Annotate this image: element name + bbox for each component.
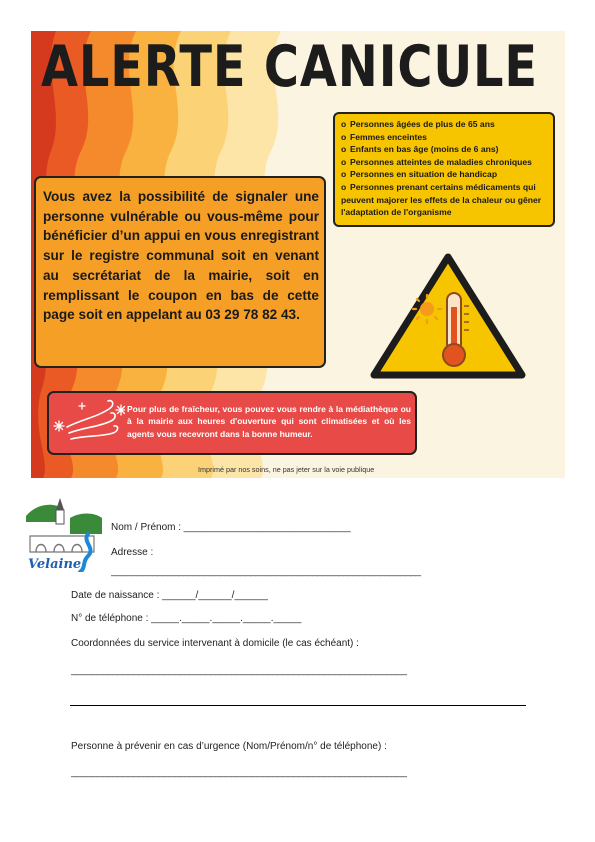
bullet: o (341, 156, 347, 167)
list-item-text: Personnes en situation de handicap (350, 169, 498, 180)
list-item-text: Personnes âgées de plus de 65 ans (350, 119, 495, 129)
list-item-text: Personnes prenant certains médicaments qui peuvent majorer les effets de la chaleur ou gêner l'adaptation de l'organisme (341, 181, 542, 218)
name-field[interactable]: Nom / Prénom : ______________________________ (111, 522, 351, 533)
list-item-text: Personnes atteintes de maladies chroniques (350, 156, 532, 167)
bullet: o (341, 181, 347, 192)
emergency-label: Personne à prévenir en cas d’urgence (Nom/Prénom/n° de téléphone) : (71, 741, 387, 752)
logo-text: Velaine (28, 557, 82, 572)
vulnerable-persons-box (333, 112, 555, 227)
list-item-text: Femmes enceintes (350, 131, 427, 142)
tip-text: Pour plus de fraîcheur, vous pouvez vous rendre à la médiathèque ou à la mairie aux heures d'ouverture qui sont climatisées et où les agents vous recevront dans la bonne humeur. (127, 404, 411, 439)
list-item (341, 131, 547, 144)
bullet: o (341, 144, 347, 155)
service-label: Coordonnées du service intervenant à domicile (le cas échéant) : (71, 638, 359, 649)
velaine-logo (24, 496, 104, 572)
phone-field[interactable]: N° de téléphone : _____._____._____._____._____ (71, 613, 302, 624)
coolness-tip-box (47, 391, 417, 455)
list-item (341, 181, 547, 219)
bullet: o (341, 119, 347, 129)
list-item (341, 143, 547, 156)
separator-line (70, 705, 526, 706)
service-field[interactable]: _________________________________________________________________ (71, 665, 407, 676)
wind-snowflake-icon (53, 397, 125, 451)
address-field[interactable]: ____________________________________________________________ (111, 566, 421, 577)
list-item (341, 168, 547, 181)
emergency-field[interactable]: _________________________________________________________________ (71, 767, 407, 778)
list-item (341, 156, 547, 169)
list-item-text: Enfants en bas âge (moins de 6 ans) (350, 144, 499, 155)
bullet: o (341, 169, 347, 180)
poster-title: ALERTE CANICULE (41, 34, 538, 100)
bullet: o (341, 131, 347, 142)
list-item (341, 118, 547, 131)
warning-thermometer-icon (368, 251, 528, 381)
print-note: Imprimé par nos soins, ne pas jeter sur la voie publique (198, 465, 375, 474)
address-label: Adresse : (111, 547, 154, 558)
heatwave-poster (31, 31, 565, 478)
registration-info-box: Vous avez la possibilité de signaler une personne vulnérable ou vous-même pour bénéficier d’un appui en vous enregistrant sur le registre communal soit en venant au secrétariat de la mairie, soit en remplissant le coupon en bas de cette page soit en appelant au 03 29 78 82 43. (34, 176, 326, 368)
birthdate-field[interactable]: Date de naissance : ______/______/______ (71, 590, 268, 601)
